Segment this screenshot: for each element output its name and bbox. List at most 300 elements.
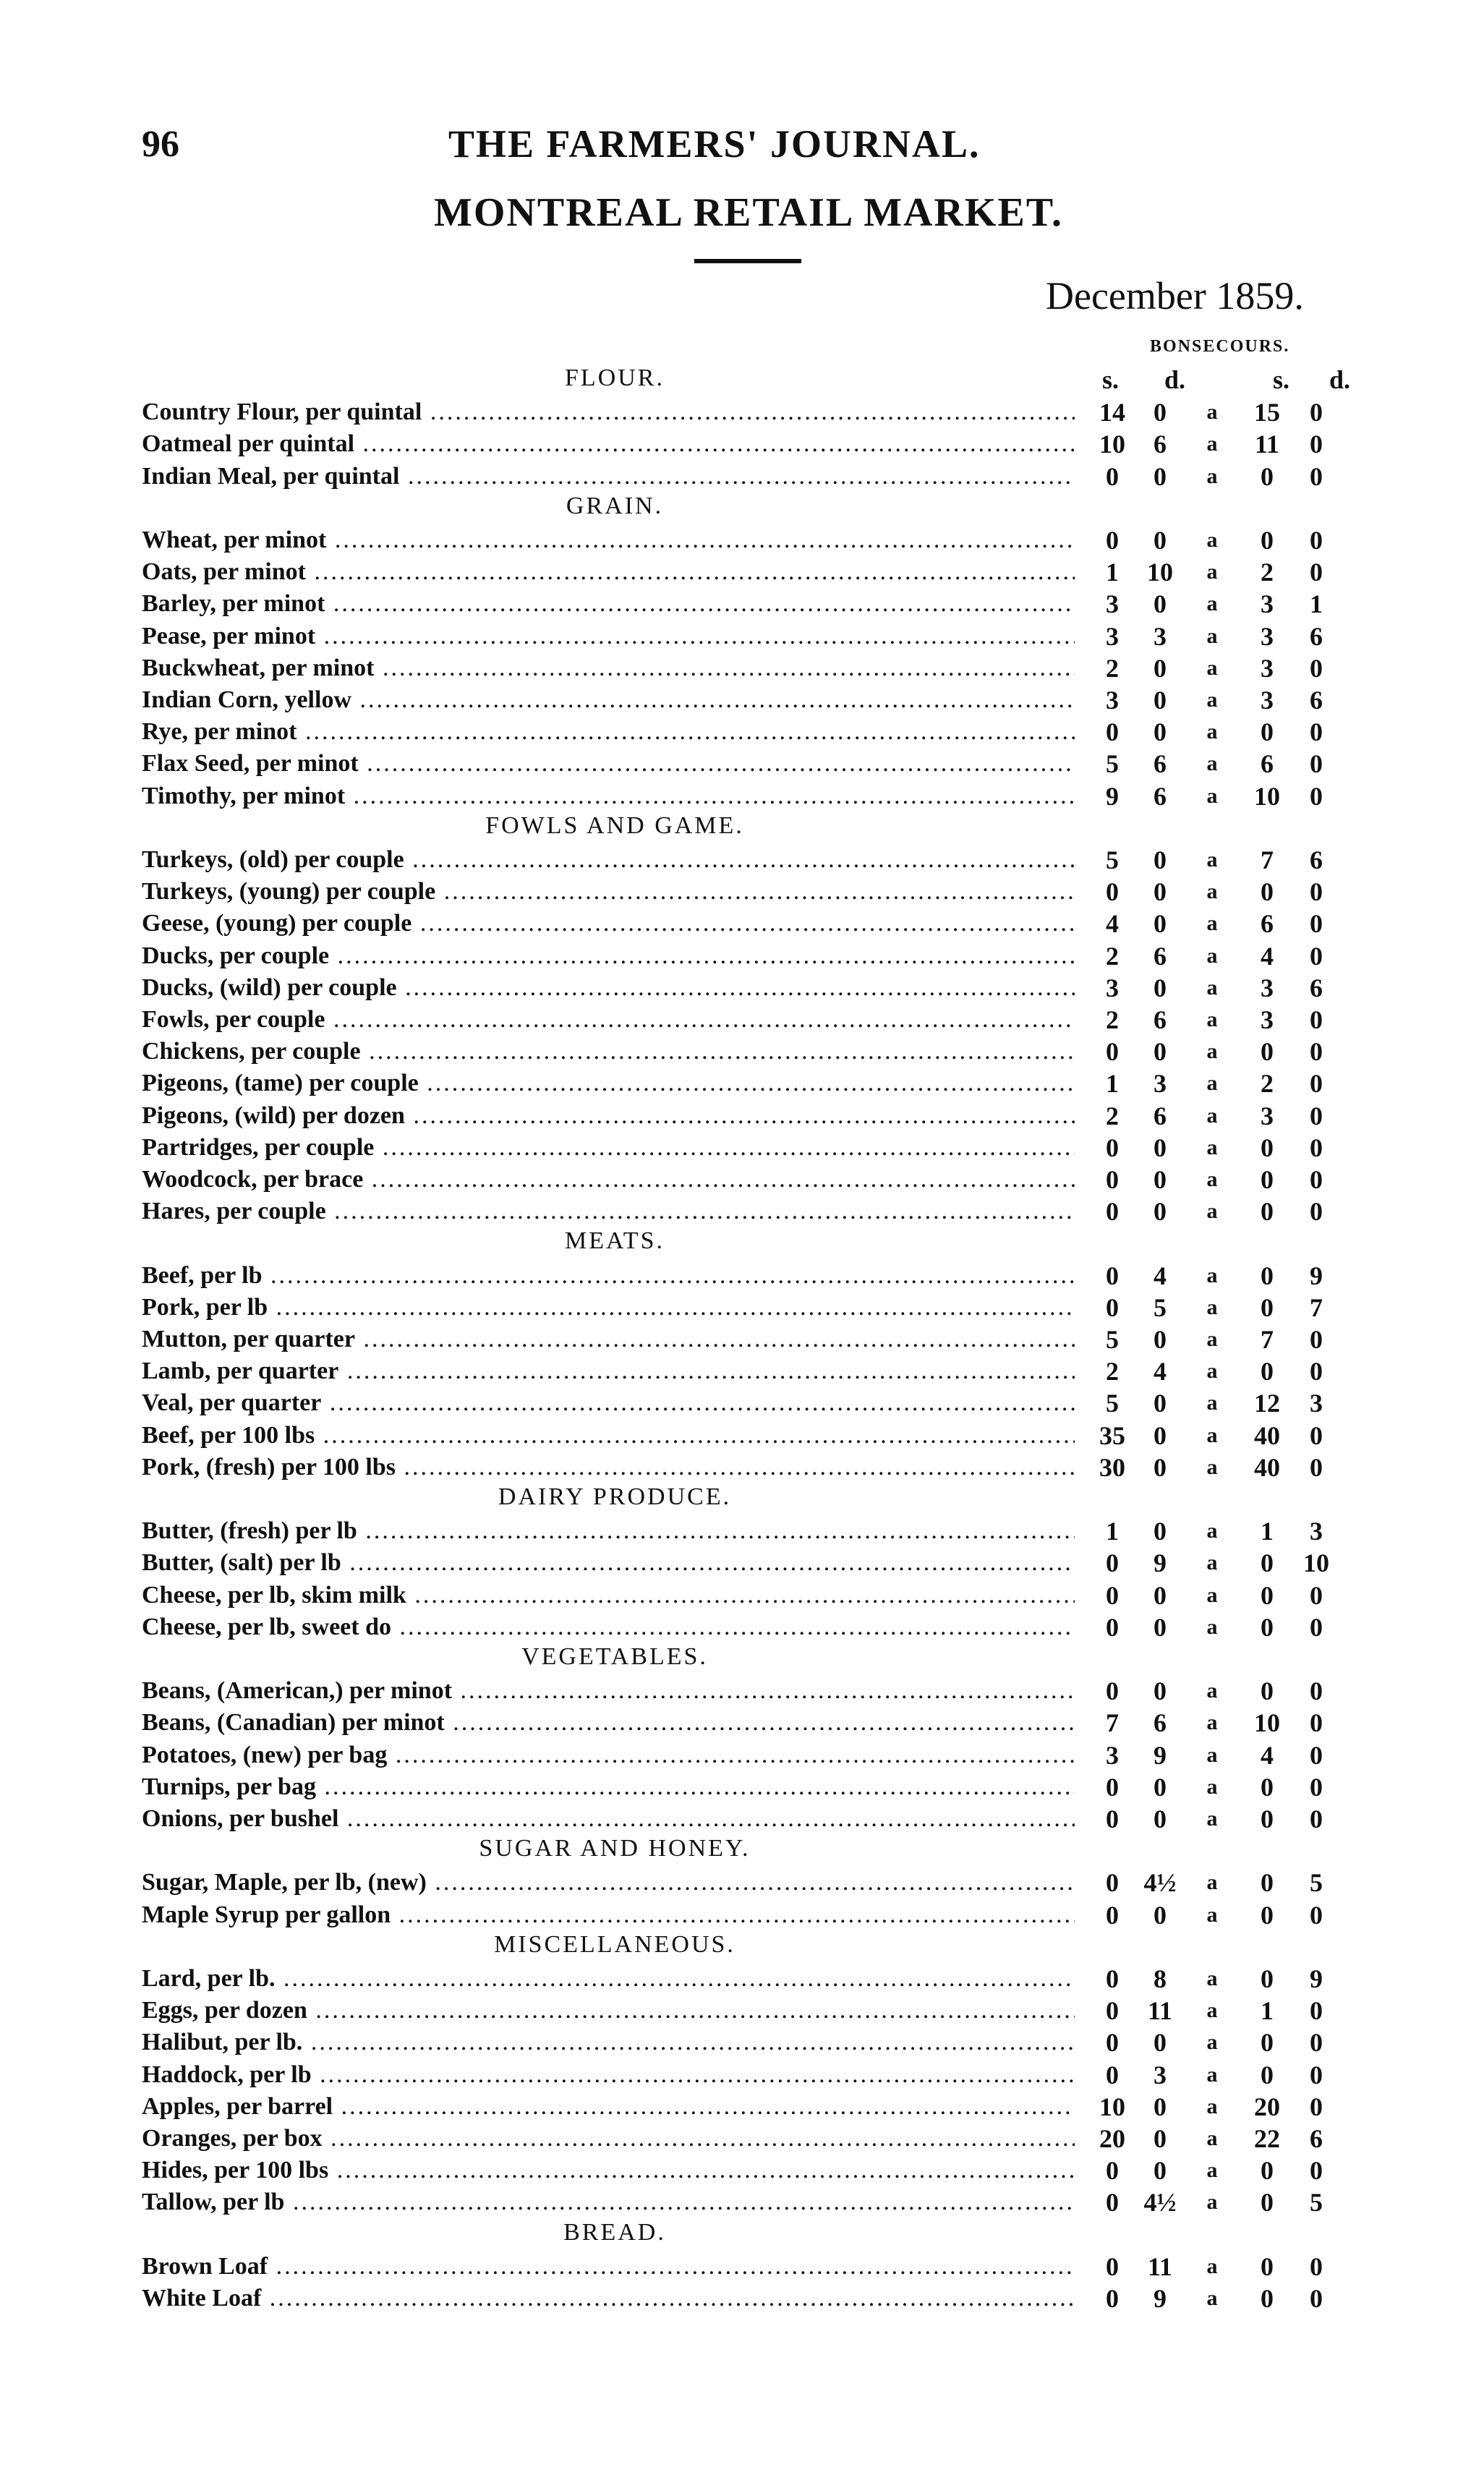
price-low-pence: 0 bbox=[1153, 909, 1167, 939]
price-low-shillings: 0 bbox=[1106, 1165, 1119, 1194]
price-range-separator: a bbox=[1206, 1614, 1218, 1639]
price-range-separator: a bbox=[1206, 2094, 1218, 2118]
price-row bbox=[142, 1995, 1357, 2027]
price-high-shillings: 0 bbox=[1261, 1580, 1274, 1610]
price-range-separator: a bbox=[1206, 1519, 1218, 1543]
price-high-shillings: 0 bbox=[1261, 2060, 1274, 2089]
item-name: Indian Corn, yellow ..... bbox=[142, 684, 1075, 716]
item-name: Maple Syrup per gallon ..... bbox=[142, 1899, 1075, 1931]
price-low-shillings: 2 bbox=[1106, 1005, 1119, 1034]
price-low-shillings: 0 bbox=[1106, 1197, 1119, 1227]
price-low-pence: 0 bbox=[1153, 2156, 1167, 2186]
price-high-shillings: 0 bbox=[1261, 2156, 1274, 2186]
price-range-separator: a bbox=[1206, 655, 1218, 680]
item-name: Halibut, per lb. ..... bbox=[142, 2027, 1075, 2058]
price-high-pence: 0 bbox=[1310, 1708, 1323, 1738]
price-low-pence: 0 bbox=[1153, 1772, 1167, 1802]
price-low-pence: 4½ bbox=[1143, 1868, 1177, 1898]
price-high-pence: 0 bbox=[1310, 461, 1323, 491]
price-row bbox=[142, 1452, 1357, 1483]
price-high-pence: 0 bbox=[1310, 430, 1323, 459]
price-high-pence: 9 bbox=[1310, 1964, 1323, 1993]
price-row bbox=[142, 1355, 1357, 1387]
price-row bbox=[142, 1547, 1357, 1579]
price-row bbox=[142, 2091, 1357, 2123]
price-high-shillings: 3 bbox=[1261, 621, 1274, 651]
price-row bbox=[142, 2186, 1357, 2218]
col-head-s2: s. bbox=[1273, 365, 1290, 394]
price-range-separator: a bbox=[1206, 2062, 1218, 2087]
item-name: Butter, (salt) per lb ..... bbox=[142, 1547, 1075, 1579]
price-row bbox=[142, 1292, 1357, 1324]
section-heading: DAIRY PRODUCE. bbox=[498, 1483, 732, 1510]
price-low-pence: 0 bbox=[1153, 2092, 1167, 2121]
price-high-pence: 0 bbox=[1310, 1996, 1323, 2026]
item-name: Rye, per minot ..... bbox=[142, 716, 1075, 748]
price-high-pence: 6 bbox=[1310, 845, 1323, 874]
price-row bbox=[142, 1260, 1357, 1292]
price-high-pence: 6 bbox=[1310, 2124, 1323, 2153]
price-range-separator: a bbox=[1206, 400, 1218, 425]
price-high-pence: 0 bbox=[1310, 1900, 1323, 1930]
item-name: Butter, (fresh) per lb ..... bbox=[142, 1515, 1075, 1547]
price-high-shillings: 1 bbox=[1261, 1517, 1274, 1546]
price-low-pence: 0 bbox=[1153, 1325, 1167, 1354]
item-name: Country Flour, per quintal ..... bbox=[142, 396, 1075, 428]
price-low-shillings: 0 bbox=[1106, 1612, 1119, 1642]
price-high-shillings: 0 bbox=[1261, 2188, 1274, 2218]
price-range-separator: a bbox=[1206, 1807, 1218, 1831]
price-low-pence: 0 bbox=[1153, 1580, 1167, 1610]
price-low-pence: 0 bbox=[1153, 1037, 1167, 1067]
price-high-pence: 0 bbox=[1310, 558, 1323, 587]
price-high-shillings: 22 bbox=[1254, 2124, 1280, 2153]
price-low-pence: 4½ bbox=[1143, 2188, 1177, 2218]
section-heading: GRAIN. bbox=[566, 492, 664, 519]
price-low-pence: 0 bbox=[1153, 1197, 1167, 1227]
price-range-separator: a bbox=[1206, 2030, 1218, 2055]
price-high-shillings: 0 bbox=[1261, 1772, 1274, 1802]
price-low-pence: 11 bbox=[1147, 2251, 1172, 2281]
price-low-shillings: 0 bbox=[1106, 1964, 1119, 1993]
price-low-pence: 0 bbox=[1153, 2124, 1167, 2153]
price-low-pence: 9 bbox=[1153, 1740, 1167, 1770]
price-high-shillings: 3 bbox=[1261, 653, 1274, 683]
price-low-pence: 0 bbox=[1153, 1165, 1167, 1194]
price-low-pence: 0 bbox=[1153, 1900, 1167, 1930]
price-low-shillings: 14 bbox=[1099, 398, 1125, 427]
price-high-pence: 6 bbox=[1310, 621, 1323, 651]
price-low-shillings: 0 bbox=[1106, 2060, 1119, 2089]
price-low-shillings: 0 bbox=[1106, 2284, 1119, 2313]
price-row bbox=[142, 1387, 1357, 1419]
price-row bbox=[142, 588, 1357, 620]
price-low-pence: 0 bbox=[1153, 1133, 1167, 1162]
item-name: Tallow, per lb ..... bbox=[142, 2186, 1075, 2218]
price-row bbox=[142, 2155, 1357, 2186]
price-low-shillings: 3 bbox=[1106, 973, 1119, 1002]
price-high-pence: 5 bbox=[1310, 2188, 1323, 2218]
item-name: Timothy, per minot ..... bbox=[142, 780, 1075, 812]
price-high-pence: 0 bbox=[1310, 2284, 1323, 2313]
price-range-separator: a bbox=[1206, 1327, 1218, 1351]
price-low-shillings: 0 bbox=[1106, 1900, 1119, 1930]
item-name: Mutton, per quarter ..... bbox=[142, 1324, 1075, 1355]
item-name: Cheese, per lb, skim milk ..... bbox=[142, 1580, 1075, 1611]
price-low-pence: 3 bbox=[1153, 1069, 1167, 1099]
price-high-pence: 7 bbox=[1310, 1292, 1323, 1322]
item-name: Lamb, per quarter ..... bbox=[142, 1355, 1075, 1387]
price-low-pence: 0 bbox=[1153, 2028, 1167, 2058]
item-name: Cheese, per lb, sweet do ..... bbox=[142, 1611, 1075, 1643]
price-high-pence: 0 bbox=[1310, 1069, 1323, 1099]
price-high-pence: 3 bbox=[1310, 1517, 1323, 1546]
price-high-shillings: 0 bbox=[1261, 526, 1274, 555]
price-range-separator: a bbox=[1206, 1774, 1218, 1799]
item-name: Geese, (young) per couple ..... bbox=[142, 908, 1075, 940]
item-name: Oranges, per box ..... bbox=[142, 2123, 1075, 2155]
price-high-shillings: 3 bbox=[1261, 1005, 1274, 1034]
price-low-pence: 0 bbox=[1153, 526, 1167, 555]
price-high-shillings: 10 bbox=[1254, 1708, 1280, 1738]
price-low-pence: 4 bbox=[1153, 1261, 1167, 1290]
price-row bbox=[142, 1611, 1357, 1643]
price-high-pence: 0 bbox=[1310, 1772, 1323, 1802]
price-range-separator: a bbox=[1206, 592, 1218, 616]
price-high-shillings: 10 bbox=[1254, 781, 1280, 811]
price-high-pence: 0 bbox=[1310, 526, 1323, 555]
price-low-pence: 6 bbox=[1153, 1005, 1167, 1034]
price-range-separator: a bbox=[1206, 1870, 1218, 1895]
price-row bbox=[142, 2059, 1357, 2091]
price-low-pence: 6 bbox=[1153, 1708, 1167, 1738]
price-row bbox=[142, 2283, 1357, 2314]
price-high-pence: 0 bbox=[1310, 941, 1323, 971]
col-head-s1: s. bbox=[1102, 365, 1120, 394]
price-range-separator: a bbox=[1206, 1039, 1218, 1064]
price-row bbox=[142, 1068, 1357, 1099]
price-high-shillings: 3 bbox=[1261, 973, 1274, 1002]
price-low-shillings: 7 bbox=[1106, 1708, 1119, 1738]
price-range-separator: a bbox=[1206, 975, 1218, 1000]
section-heading: MEATS. bbox=[565, 1227, 665, 1255]
price-range-separator: a bbox=[1206, 943, 1218, 968]
price-low-pence: 3 bbox=[1153, 2060, 1167, 2089]
item-name: Beans, (American,) per minot ..... bbox=[142, 1675, 1075, 1707]
price-row bbox=[142, 684, 1357, 716]
price-range-separator: a bbox=[1206, 879, 1218, 904]
price-range-separator: a bbox=[1206, 1295, 1218, 1319]
price-low-shillings: 0 bbox=[1106, 717, 1119, 747]
price-low-pence: 0 bbox=[1153, 1677, 1167, 1706]
price-row bbox=[142, 1899, 1357, 1931]
price-low-shillings: 0 bbox=[1106, 1261, 1119, 1290]
price-low-shillings: 5 bbox=[1106, 845, 1119, 874]
price-row bbox=[142, 1420, 1357, 1452]
price-high-shillings: 0 bbox=[1261, 1165, 1274, 1194]
item-name: Pease, per minot ..... bbox=[142, 621, 1075, 652]
price-row bbox=[142, 396, 1357, 428]
price-low-shillings: 0 bbox=[1106, 2188, 1119, 2218]
price-high-shillings: 4 bbox=[1261, 941, 1274, 971]
price-range-separator: a bbox=[1206, 1007, 1218, 1031]
item-name: Oatmeal per quintal ..... bbox=[142, 428, 1075, 460]
market-subtitle: BONSECOURS. bbox=[1150, 337, 1290, 356]
price-high-shillings: 15 bbox=[1254, 398, 1280, 427]
price-high-pence: 0 bbox=[1310, 909, 1323, 939]
price-low-shillings: 0 bbox=[1106, 1868, 1119, 1898]
price-row bbox=[142, 1196, 1357, 1227]
item-name: Eggs, per dozen ..... bbox=[142, 1995, 1075, 2027]
price-high-shillings: 0 bbox=[1261, 1612, 1274, 1642]
price-range-separator: a bbox=[1206, 1742, 1218, 1767]
price-row bbox=[142, 461, 1357, 493]
price-high-shillings: 0 bbox=[1261, 1900, 1274, 1930]
price-low-shillings: 2 bbox=[1106, 1101, 1119, 1130]
price-range-separator: a bbox=[1206, 1902, 1218, 1927]
price-row bbox=[142, 2251, 1357, 2283]
price-low-shillings: 3 bbox=[1106, 686, 1119, 715]
price-low-shillings: 5 bbox=[1106, 749, 1119, 779]
price-low-pence: 6 bbox=[1153, 430, 1167, 459]
price-low-pence: 0 bbox=[1153, 653, 1167, 683]
price-low-shillings: 2 bbox=[1106, 941, 1119, 971]
item-name: Beef, per 100 lbs ..... bbox=[142, 1420, 1075, 1452]
item-name: Brown Loaf ..... bbox=[142, 2251, 1075, 2283]
price-row bbox=[142, 652, 1357, 684]
price-range-separator: a bbox=[1206, 432, 1218, 456]
price-row bbox=[142, 2027, 1357, 2058]
price-low-shillings: 3 bbox=[1106, 589, 1119, 619]
price-range-separator: a bbox=[1206, 2158, 1218, 2183]
price-high-shillings: 0 bbox=[1261, 1677, 1274, 1706]
price-high-pence: 0 bbox=[1310, 1325, 1323, 1354]
price-low-shillings: 0 bbox=[1106, 1292, 1119, 1322]
price-low-pence: 0 bbox=[1153, 845, 1167, 874]
item-name: Veal, per quarter ..... bbox=[142, 1387, 1075, 1419]
price-low-shillings: 5 bbox=[1106, 1389, 1119, 1418]
price-low-shillings: 0 bbox=[1106, 1037, 1119, 1067]
price-range-separator: a bbox=[1206, 1582, 1218, 1607]
price-high-shillings: 4 bbox=[1261, 1740, 1274, 1770]
price-range-separator: a bbox=[1206, 1967, 1218, 1990]
price-high-pence: 0 bbox=[1310, 653, 1323, 683]
price-low-pence: 9 bbox=[1153, 1548, 1167, 1578]
item-name: Pork, per lb ..... bbox=[142, 1292, 1075, 1324]
price-low-shillings: 1 bbox=[1106, 558, 1119, 587]
price-high-shillings: 3 bbox=[1261, 1101, 1274, 1130]
price-low-pence: 0 bbox=[1153, 1420, 1167, 1450]
price-row bbox=[142, 1004, 1357, 1036]
price-range-separator: a bbox=[1206, 1679, 1218, 1703]
item-name: Wheat, per minot ..... bbox=[142, 524, 1075, 556]
price-high-shillings: 7 bbox=[1261, 845, 1274, 874]
price-low-pence: 0 bbox=[1153, 973, 1167, 1002]
price-low-shillings: 2 bbox=[1106, 1357, 1119, 1386]
price-high-shillings: 12 bbox=[1254, 1389, 1280, 1418]
col-head-d2: d. bbox=[1329, 365, 1351, 394]
price-range-separator: a bbox=[1206, 2254, 1218, 2278]
price-row bbox=[142, 940, 1357, 972]
price-range-separator: a bbox=[1206, 464, 1218, 488]
section-heading: MISCELLANEOUS. bbox=[494, 1930, 735, 1958]
price-high-pence: 6 bbox=[1310, 686, 1323, 715]
price-row bbox=[142, 1867, 1357, 1899]
price-low-shillings: 0 bbox=[1106, 1677, 1119, 1706]
price-low-pence: 0 bbox=[1153, 1517, 1167, 1546]
item-name: Hares, per couple ..... bbox=[142, 1196, 1075, 1227]
price-high-shillings: 3 bbox=[1261, 686, 1274, 715]
price-low-pence: 9 bbox=[1153, 2284, 1167, 2313]
price-high-pence: 0 bbox=[1310, 2156, 1323, 2186]
price-range-separator: a bbox=[1206, 2190, 1218, 2215]
price-low-shillings: 0 bbox=[1106, 1580, 1119, 1610]
price-high-pence: 1 bbox=[1310, 589, 1323, 619]
price-low-pence: 0 bbox=[1153, 1612, 1167, 1642]
price-range-separator: a bbox=[1206, 751, 1218, 776]
price-low-pence: 0 bbox=[1153, 877, 1167, 907]
section-heading: FLOUR. bbox=[565, 365, 665, 391]
item-name: Lard, per lb. ..... bbox=[142, 1963, 1075, 1995]
price-high-pence: 0 bbox=[1310, 749, 1323, 779]
item-name: Woodcock, per brace ..... bbox=[142, 1164, 1075, 1196]
price-row bbox=[142, 1100, 1357, 1132]
price-low-shillings: 0 bbox=[1106, 526, 1119, 555]
price-range-separator: a bbox=[1206, 688, 1218, 712]
title-rule bbox=[694, 259, 801, 263]
price-low-pence: 0 bbox=[1153, 398, 1167, 427]
price-high-pence: 0 bbox=[1310, 2060, 1323, 2089]
item-name: Oats, per minot ..... bbox=[142, 556, 1075, 588]
price-high-shillings: 0 bbox=[1261, 1261, 1274, 1290]
price-low-shillings: 0 bbox=[1106, 1805, 1119, 1833]
item-name: Turkeys, (young) per couple ..... bbox=[142, 876, 1075, 908]
price-high-shillings: 0 bbox=[1261, 1805, 1274, 1833]
price-high-pence: 0 bbox=[1310, 717, 1323, 747]
item-name: Barley, per minot ..... bbox=[142, 588, 1075, 620]
price-range-separator: a bbox=[1206, 1359, 1218, 1384]
price-high-pence: 0 bbox=[1310, 1005, 1323, 1034]
price-row bbox=[142, 428, 1357, 460]
price-low-shillings: 2 bbox=[1106, 653, 1119, 683]
price-range-separator: a bbox=[1206, 1423, 1218, 1447]
item-name: Beans, (Canadian) per minot ..... bbox=[142, 1707, 1075, 1739]
price-high-shillings: 0 bbox=[1261, 717, 1274, 747]
price-range-separator: a bbox=[1206, 528, 1218, 552]
journal-title: THE FARMERS' JOURNAL. bbox=[448, 122, 981, 166]
price-range-separator: a bbox=[1206, 560, 1218, 584]
price-range-separator: a bbox=[1206, 1135, 1218, 1159]
price-low-shillings: 0 bbox=[1106, 1133, 1119, 1162]
item-name: Beef, per lb ..... bbox=[142, 1260, 1075, 1292]
item-name: Turkeys, (old) per couple ..... bbox=[142, 844, 1075, 876]
price-high-shillings: 0 bbox=[1261, 1548, 1274, 1578]
item-name: Indian Meal, per quintal ..... bbox=[142, 461, 1075, 493]
page-number: 96 bbox=[142, 124, 179, 165]
price-range-separator: a bbox=[1206, 1199, 1218, 1224]
price-row bbox=[142, 524, 1357, 556]
section-heading: SUGAR AND HONEY. bbox=[479, 1835, 751, 1862]
price-low-shillings: 4 bbox=[1106, 909, 1119, 939]
price-low-shillings: 0 bbox=[1106, 877, 1119, 907]
price-range-separator: a bbox=[1206, 720, 1218, 744]
item-name: Partridges, per couple ..... bbox=[142, 1132, 1075, 1164]
price-high-shillings: 11 bbox=[1254, 430, 1279, 459]
price-row bbox=[142, 1771, 1357, 1803]
price-range-separator: a bbox=[1206, 1167, 1218, 1191]
price-row bbox=[142, 1580, 1357, 1611]
price-high-pence: 0 bbox=[1310, 1677, 1323, 1706]
price-row bbox=[142, 1739, 1357, 1771]
price-high-shillings: 6 bbox=[1261, 749, 1274, 779]
price-low-shillings: 35 bbox=[1099, 1420, 1125, 1450]
price-low-shillings: 3 bbox=[1106, 621, 1119, 651]
price-low-shillings: 0 bbox=[1106, 1996, 1119, 2026]
price-high-pence: 5 bbox=[1310, 1868, 1323, 1898]
item-name: Apples, per barrel ..... bbox=[142, 2091, 1075, 2123]
price-high-pence: 0 bbox=[1310, 1740, 1323, 1770]
price-low-shillings: 0 bbox=[1106, 2156, 1119, 2186]
price-row bbox=[142, 1675, 1357, 1707]
item-name: Potatoes, (new) per bag ..... bbox=[142, 1739, 1075, 1771]
item-name: Ducks, per couple ..... bbox=[142, 940, 1075, 972]
price-low-pence: 10 bbox=[1147, 558, 1173, 587]
price-high-shillings: 0 bbox=[1261, 461, 1274, 491]
price-low-shillings: 0 bbox=[1106, 2028, 1119, 2058]
market-title: MONTREAL RETAIL MARKET. bbox=[434, 190, 1064, 235]
item-name: Pork, (fresh) per 100 lbs ..... bbox=[142, 1452, 1075, 1483]
price-row bbox=[142, 1963, 1357, 1995]
price-low-shillings: 9 bbox=[1106, 781, 1119, 811]
price-high-pence: 0 bbox=[1310, 2251, 1323, 2281]
price-row bbox=[142, 1324, 1357, 1355]
price-row bbox=[142, 748, 1357, 780]
price-low-pence: 0 bbox=[1153, 589, 1167, 619]
price-range-separator: a bbox=[1206, 848, 1218, 872]
price-low-shillings: 20 bbox=[1099, 2124, 1125, 2153]
price-high-pence: 10 bbox=[1303, 1548, 1329, 1578]
price-low-pence: 0 bbox=[1153, 461, 1167, 491]
price-range-separator: a bbox=[1206, 1103, 1218, 1128]
price-low-shillings: 10 bbox=[1099, 2092, 1125, 2121]
price-low-pence: 3 bbox=[1153, 621, 1167, 651]
price-low-shillings: 10 bbox=[1099, 430, 1125, 459]
price-row bbox=[142, 876, 1357, 908]
item-name: White Loaf ..... bbox=[142, 2283, 1075, 2314]
item-name: Onions, per bushel ..... bbox=[142, 1803, 1075, 1835]
price-low-pence: 0 bbox=[1153, 1389, 1167, 1418]
price-high-pence: 0 bbox=[1310, 781, 1323, 811]
price-row bbox=[142, 908, 1357, 940]
price-range-separator: a bbox=[1206, 1710, 1218, 1735]
item-name: Buckwheat, per minot ..... bbox=[142, 652, 1075, 684]
price-high-pence: 0 bbox=[1310, 2092, 1323, 2121]
price-low-pence: 8 bbox=[1153, 1964, 1167, 1993]
price-low-shillings: 5 bbox=[1106, 1325, 1119, 1354]
item-name: Hides, per 100 lbs ..... bbox=[142, 2155, 1075, 2186]
price-high-shillings: 0 bbox=[1261, 1133, 1274, 1162]
price-low-shillings: 0 bbox=[1106, 1548, 1119, 1578]
price-high-pence: 0 bbox=[1310, 1420, 1323, 1450]
price-high-shillings: 0 bbox=[1261, 1868, 1274, 1898]
price-row bbox=[142, 1515, 1357, 1547]
price-low-pence: 0 bbox=[1153, 1805, 1167, 1833]
price-high-pence: 0 bbox=[1310, 1165, 1323, 1194]
col-head-d1: d. bbox=[1164, 365, 1186, 394]
price-row bbox=[142, 1132, 1357, 1164]
price-low-pence: 6 bbox=[1153, 781, 1167, 811]
price-range-separator: a bbox=[1206, 2286, 1218, 2310]
